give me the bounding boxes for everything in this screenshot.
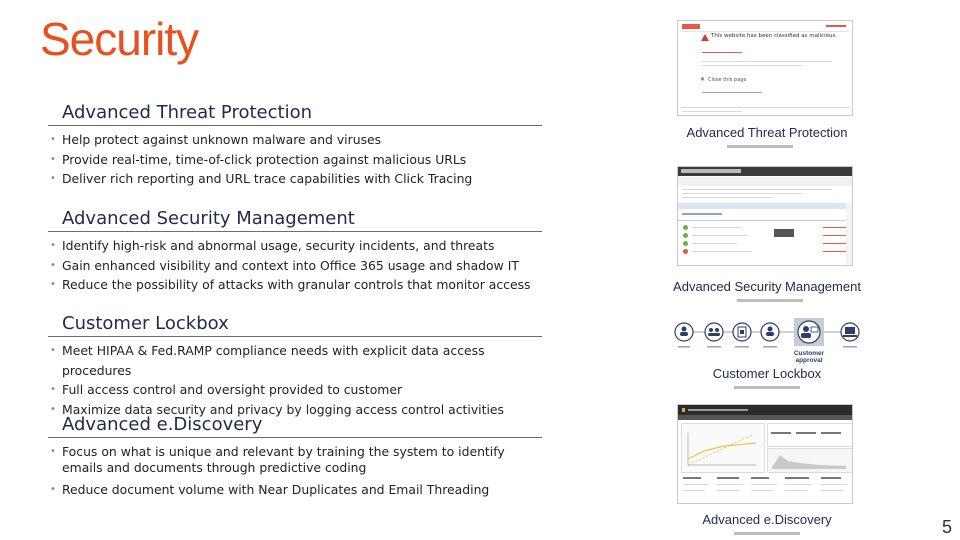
bullet-list <box>48 444 542 500</box>
bullet-item: • Help protect against unknown malware and viruses <box>48 130 542 150</box>
caption-atp: Advanced Threat Protection <box>686 125 848 140</box>
bullet-item: • Reduce the possibility of attacks with granular controls that monitor access <box>48 275 542 295</box>
bullet-item: • Maximize data security and privacy by logging access control activities <box>48 400 542 420</box>
bullet-item: • Provide real-time, time-of-click protection against malicious URLs <box>48 150 542 170</box>
section-advanced-threat-protection <box>48 102 542 189</box>
lockbox-workflow <box>672 316 864 364</box>
close-icon: ✕ <box>700 76 706 83</box>
office-logo-icon <box>682 24 700 29</box>
workflow-team-icon <box>705 323 723 341</box>
ediscovery-screenshot <box>677 404 853 504</box>
caption-underline <box>734 386 800 389</box>
bullet-item: • Deliver rich reporting and URL trace capabilities with Click Tracing <box>48 169 542 189</box>
section-heading: Advanced Security Management <box>62 208 355 229</box>
bullet-list <box>48 130 542 189</box>
section-divider <box>48 231 542 232</box>
caption-underline <box>737 299 803 302</box>
bullet-list <box>48 236 542 295</box>
section-heading: Advanced e.Discovery <box>62 414 263 435</box>
section-divider <box>48 336 542 337</box>
warning-text: This website has been classified as malicious. <box>711 33 838 39</box>
workflow-document-icon <box>733 323 751 341</box>
close-page-link: Close this page <box>708 77 747 83</box>
section-heading: Advanced Threat Protection <box>62 102 312 123</box>
caption-underline <box>727 145 793 148</box>
caption-ediscovery: Advanced e.Discovery <box>702 512 832 527</box>
workflow-engineer-icon <box>761 323 779 341</box>
bullet-item: • Full access control and oversight provided to customer <box>48 380 542 400</box>
workflow-computer-icon <box>841 323 859 341</box>
page-title: Security <box>40 13 199 65</box>
section-divider <box>48 125 542 126</box>
bullet-item: • Reduce document volume with Near Duplicates and Email Threading <box>48 480 542 500</box>
customer-approval-label: Customer approval <box>793 350 825 364</box>
section-advanced-ediscovery <box>48 414 542 500</box>
section-heading: Customer Lockbox <box>62 313 229 334</box>
section-advanced-security-management <box>48 208 542 295</box>
bullet-item: • Meet HIPAA & Fed.RAMP compliance needs with explicit data access procedures <box>48 341 542 380</box>
section-customer-lockbox <box>48 313 542 419</box>
caption-underline <box>734 532 800 535</box>
warning-icon <box>701 34 709 41</box>
workflow-user-icon <box>675 323 693 341</box>
bullet-item: • Identify high-risk and abnormal usage, security incidents, and threats <box>48 236 542 256</box>
asm-screenshot <box>677 166 853 266</box>
atp-screenshot <box>677 20 853 116</box>
bullet-list <box>48 341 542 419</box>
caption-lockbox: Customer Lockbox <box>712 366 822 381</box>
bullet-item: • Gain enhanced visibility and context into Office 365 usage and shadow IT <box>48 256 542 276</box>
workflow-customer-approval-icon <box>794 318 824 346</box>
caption-asm: Advanced Security Management <box>673 279 861 294</box>
page-number: 5 <box>941 517 952 537</box>
bullet-item: • Focus on what is unique and relevant by training the system to identify emails and documents through predictive coding <box>48 444 542 480</box>
section-divider <box>48 437 542 438</box>
